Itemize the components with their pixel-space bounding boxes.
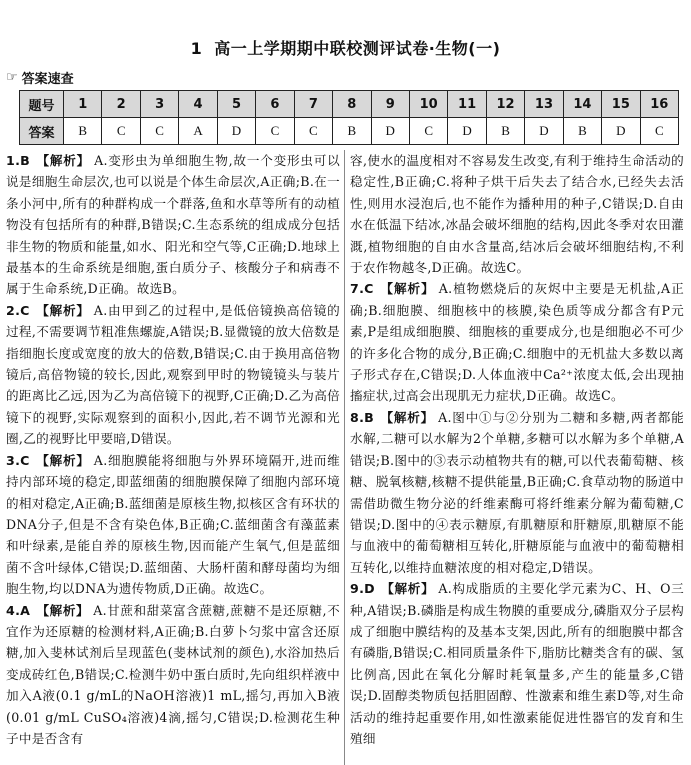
question-answer-number: 9.D xyxy=(350,581,375,597)
question-number-cell: 7 xyxy=(294,91,332,118)
analysis-tag: 【解析】 xyxy=(379,281,435,297)
answer-cell: D xyxy=(371,118,409,145)
answer-explanation xyxy=(6,450,340,600)
answer-cell: B xyxy=(64,118,102,145)
answer-explanation xyxy=(6,600,340,750)
analysis-tag: 【解析】 xyxy=(35,302,90,318)
answer-explanation xyxy=(350,578,684,749)
answer-explanation xyxy=(350,278,684,406)
question-number-cell: 14 xyxy=(563,91,601,118)
question-number-cell: 1 xyxy=(64,91,102,118)
answer-cell: D xyxy=(217,118,255,145)
question-number-cell: 4 xyxy=(179,91,217,118)
answer-explanation xyxy=(350,407,684,578)
explanation-text: A.图中①与②分别为二糖和多糖,两者都能水解,二糖可以水解为2个单糖,多糖可以水解为多个单糖,A错误;B.图中的③表示动植物共有的糖,可以代表葡萄糖、核糖、脱氧核糖,核糖不提供能量,B正确;C.食草动物的肠道中需借助微生物分泌的纤维素酶可将纤维素分解为葡萄糖,C错误;D.图中的④表示糖原,有肌糖原和肝糖原,肌糖原不能与血液中的葡萄糖相互转化,肝糖原能与血液中的葡萄糖相互转化,以维持血糖浓度的相对稳定,D错误。 xyxy=(350,409,684,575)
page-title xyxy=(0,36,691,59)
question-number-cell: 8 xyxy=(333,91,371,118)
answer-cell: C xyxy=(294,118,332,145)
explanation-text: A.甘蔗和甜菜富含蔗糖,蔗糖不是还原糖,不宜作为还原糖的检测材料,A正确;B.白萝卜匀浆中富含还原糖,加入斐林试剂后呈现蓝色(斐林试剂的颜色),水浴加热后变成砖红色,B错误;C.检测牛奶中蛋白质时,先向组织样液中加入A液(0.1 g/mL的NaOH溶液)1 mL,摇匀,再加入B液(0.01 g/mL CuSO₄溶液)4滴,摇匀,C错误;D.检测花生种子中是否含有 xyxy=(6,602,340,746)
question-number-cell: 10 xyxy=(409,91,447,118)
answer-cell: A xyxy=(179,118,217,145)
explanation-text: A.由甲到乙的过程中,是低倍镜换高倍镜的过程,不需要调节粗准焦螺旋,A错误;B.显微镜的放大倍数是指细胞长度或宽度的放大的倍数,B错误;C.由于换用高倍物镜后,高倍物镜的较长,因此,观察到甲时的物镜镜头与装片的距离比乙远,因为乙为高倍镜下的视野,C正确;D.乙为高倍镜下的视野,实际观察到的面积小,因此,若不调节光源和光圈,乙的视野比甲要暗,D错误。 xyxy=(6,302,340,447)
pointing-hand-icon: ☞ xyxy=(6,70,18,85)
question-answer-number: 7.C xyxy=(350,281,374,297)
explanation-text: A.细胞膜能将细胞与外界环境隔开,进而维持内部环境的稳定,即蓝细菌的细胞膜保障了细胞内部环境的相对稳定,A正确;B.蓝细菌是原核生物,拟核区含有环状的DNA分子,但是不含有染色体,B正确;C.蓝细菌含有藻蓝素和叶绿素,是能自养的原核生物,因而能产生氧气,但是蓝细菌不含叶绿体,C错误;D.蓝细菌、大肠杆菌和酵母菌均为细胞生物,均以DNA为遗传物质,D正确。故选C。 xyxy=(6,452,340,597)
question-number-cell: 6 xyxy=(256,91,294,118)
question-answer-number: 8.B xyxy=(350,409,375,425)
question-answer-number: 2.C xyxy=(6,302,30,318)
explanation-text: A.变形虫为单细胞生物,故一个变形虫可以说是细胞生命层次,也可以说是个体生命层次,A正确;B.在一条小河中,所有的种群构成一个群落,鱼和水草等所有的动植物没有包括所有的种群,B错误;C.生态系统的组成成分包括非生物的物质和能量,如水、阳光和空气等,C正确;D.地球上最基本的生命系统是细胞,蛋白质分子、核酸分子和病毒不属于生命系统,D正确。故选B。 xyxy=(6,153,340,297)
question-number-cell: 9 xyxy=(371,91,409,118)
explanation-text: 容,使水的温度相对不容易发生改变,有利于维持生命活动的稳定性,B正确;C.将种子烘干后失去了结合水,已经失去活性,则用水浸泡后,也不能作为播种用的种子,C错误;D.自由水在低温下结冰,冰晶会破坏细胞的结构,因此冬季对农田灌溉,植物细胞的自由水含量高,结冰后会破坏细胞结构,不利于农作物越冬,D正确。故选C。 xyxy=(350,153,684,276)
question-answer-number: 1.B xyxy=(6,153,31,168)
column-divider xyxy=(344,150,345,765)
answer-explanation xyxy=(6,300,340,450)
answer-cell: B xyxy=(563,118,601,145)
quick-answers-heading xyxy=(6,68,74,87)
question-number-cell: 11 xyxy=(448,91,486,118)
right-column xyxy=(350,150,684,765)
answer-cell: D xyxy=(448,118,486,145)
question-number-cell: 5 xyxy=(217,91,255,118)
answer-cell: B xyxy=(333,118,371,145)
quick-answers-label: 答案速查 xyxy=(21,72,74,87)
answer-explanation xyxy=(350,150,684,278)
answer-explanation xyxy=(6,150,340,300)
answer-cell: C xyxy=(409,118,447,145)
question-answer-number: 4.A xyxy=(6,602,31,618)
analysis-tag: 【解析】 xyxy=(36,602,90,618)
answer-cell: C xyxy=(102,118,140,145)
left-column xyxy=(6,150,340,765)
answer-table xyxy=(19,90,679,145)
answer-cell: D xyxy=(602,118,640,145)
answer-cell: C xyxy=(256,118,294,145)
answer-table-header-row xyxy=(20,91,679,118)
answer-cell: D xyxy=(525,118,563,145)
page-number: 1 xyxy=(190,39,203,58)
question-number-cell: 2 xyxy=(102,91,140,118)
answer-cell: C xyxy=(140,118,178,145)
answer-table-answer-row xyxy=(20,118,679,145)
question-number-label: 题号 xyxy=(20,91,64,118)
question-number-cell: 13 xyxy=(525,91,563,118)
analysis-tag: 【解析】 xyxy=(380,581,435,597)
answer-label: 答案 xyxy=(20,118,64,145)
answer-cell: C xyxy=(640,118,678,145)
analysis-tag: 【解析】 xyxy=(380,409,435,425)
exam-title: 高一上学期期中联校测评试卷·生物(一) xyxy=(214,39,501,58)
question-number-cell: 12 xyxy=(486,91,524,118)
analysis-tag: 【解析】 xyxy=(35,452,90,468)
explanation-text: A.构成脂质的主要化学元素为C、H、O三种,A错误;B.磷脂是构成生物膜的重要成分,磷脂双分子层构成了细胞中膜结构的及基本支架,因此,所有的细胞膜中都含有磷脂,B错误;C.相同质量条件下,脂肪比糖类含有的碳、氢比例高,因此在氧化分解时耗氧量多,产生的能量多,C错误;D.固醇类物质包括胆固醇、性激素和维生素D等,对生命活动的维持起重要作用,如性激素能促进性器官的发育和生殖细 xyxy=(350,581,684,746)
question-answer-number: 3.C xyxy=(6,452,30,468)
analysis-tag: 【解析】 xyxy=(36,153,91,168)
explanation-text: A.植物燃烧后的灰烬中主要是无机盐,A正确;B.细胞膜、细胞核中的核膜,染色质等成分都含有P元素,P是组成细胞膜、细胞核的重要成分,也是细胞必不可少的许多化合物的成分,B正确;C.细胞中的无机盐大多数以离子形式存在,C错误;D.人体血液中Ca²⁺浓度太低,会出现抽搐症状,过高会出现肌无力症状,D正确。故选C。 xyxy=(350,281,684,404)
question-number-cell: 16 xyxy=(640,91,678,118)
question-number-cell: 3 xyxy=(140,91,178,118)
answer-cell: B xyxy=(486,118,524,145)
question-number-cell: 15 xyxy=(602,91,640,118)
